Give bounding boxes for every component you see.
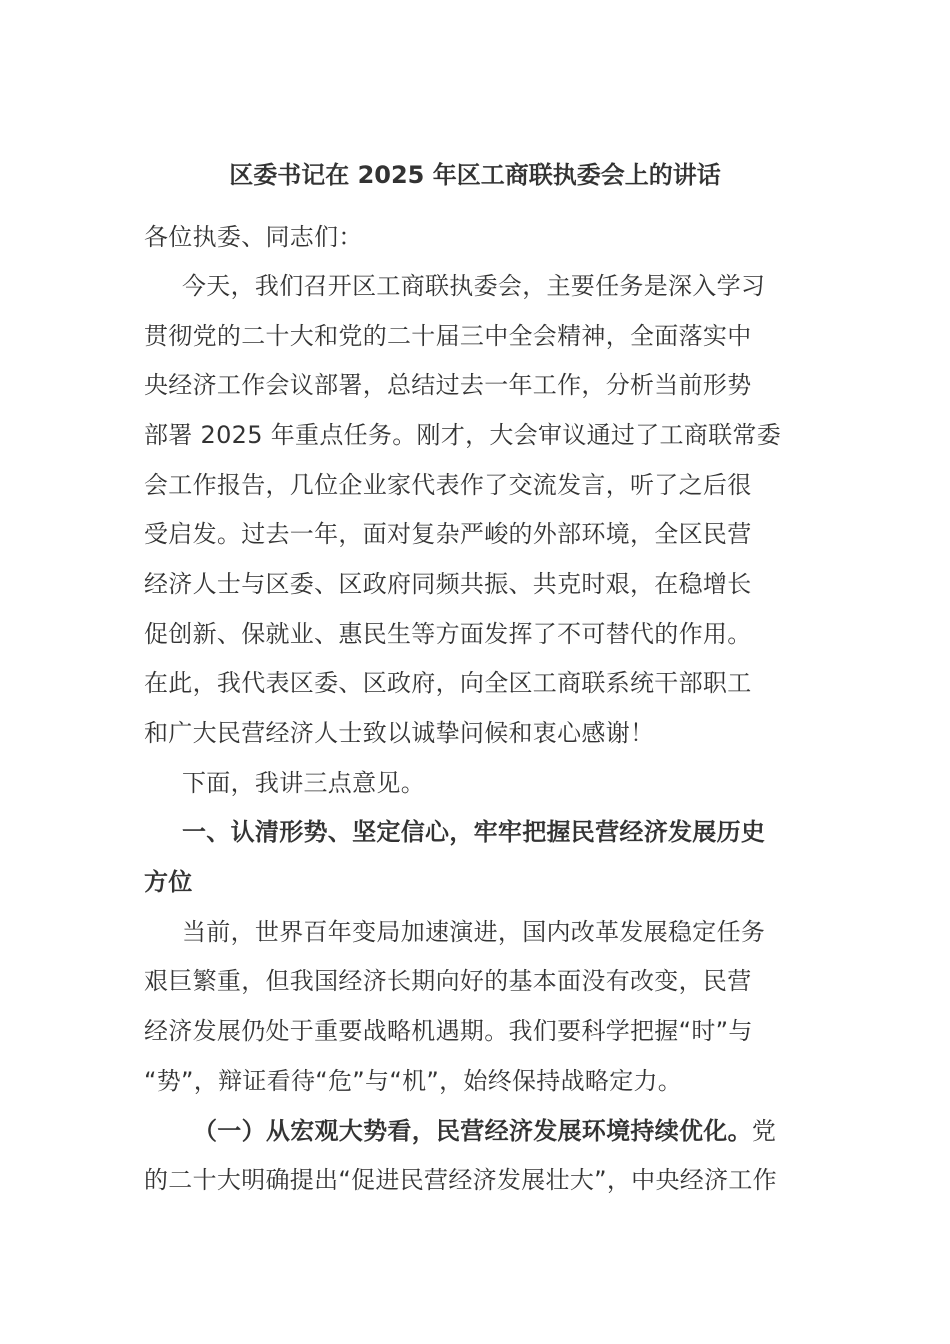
paragraph-line: 经济发展仍处于重要战略机遇期。我们要科学把握“时”与 <box>144 1017 753 1045</box>
paragraph-line: 的二十大明确提出“促进民营经济发展壮大”，中央经济工作 <box>144 1166 777 1194</box>
paragraph-line: 当前，世界百年变局加速演进，国内改革发展稳定任务 <box>182 918 766 946</box>
paragraph-line: 今天，我们召开区工商联执委会，主要任务是深入学习 <box>182 272 766 300</box>
document-title: 区委书记在 2025 年区工商联执委会上的讲话 <box>229 161 721 189</box>
paragraph-line: 经济人士与区委、区政府同频共振、共克时艰，在稳增长 <box>144 570 752 598</box>
paragraph-line: 受启发。过去一年，面对复杂严峻的外部环境，全区民营 <box>144 520 752 548</box>
section-heading-continued: 方位 <box>144 868 193 896</box>
paragraph-line: 促创新、保就业、惠民生等方面发挥了不可替代的作用。 <box>144 620 752 648</box>
paragraph-line: 和广大民营经济人士致以诚挚问候和衷心感谢！ <box>144 719 655 747</box>
subsection-line <box>193 1113 776 1149</box>
paragraph-line: 会工作报告，几位企业家代表作了交流发言，听了之后很 <box>144 471 752 499</box>
paragraph-line: 央经济工作会议部署，总结过去一年工作，分析当前形势 <box>144 371 752 399</box>
paragraph-line: 部署 2025 年重点任务。刚才，大会审议通过了工商联常委 <box>144 421 782 449</box>
paragraph-line: “势”，辩证看待“危”与“机”，始终保持战略定力。 <box>144 1067 683 1095</box>
subsection-text: 党 <box>751 1117 777 1145</box>
paragraph-line: 贯彻党的二十大和党的二十届三中全会精神，全面落实中 <box>144 322 752 350</box>
paragraph-line: 在此，我代表区委、区政府，向全区工商联系统干部职工 <box>144 669 752 697</box>
paragraph-line: 艰巨繁重，但我国经济长期向好的基本面没有改变，民营 <box>144 967 752 995</box>
paragraph-line: 下面，我讲三点意见。 <box>182 769 425 797</box>
subsection-heading: （一）从宏观大势看，民营经济发展环境持续优化。 <box>193 1117 752 1145</box>
section-heading: 一、认清形势、坚定信心，牢牢把握民营经济发展历史 <box>182 818 766 846</box>
salutation: 各位执委、同志们： <box>144 223 363 251</box>
